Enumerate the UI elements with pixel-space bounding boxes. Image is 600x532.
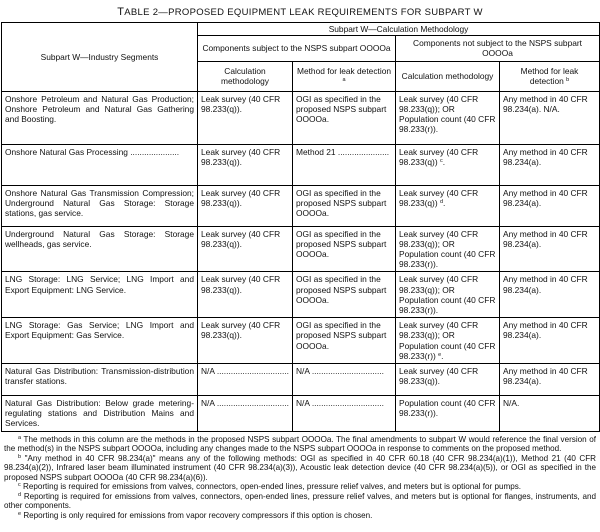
calc-not-subject-cell: Leak survey (40 CFR 98.233(q)); OR Population count (40 CFR 98.233(r)). [396,272,500,318]
footnote: $^a$ The methods in this column are the methods in the proposed NSPS subpart OOOOa. The final amendments to subpart W would reference the final version of the method(s) in the NSPS subpart OOOOa, including any changes made to the NSPS subpart OOOOa in response to comments on the proposed method. [4,434,596,454]
table-row [2,272,600,318]
method-subject-cell: OGI as specified in the proposed NSPS subpart OOOOa. [293,185,396,226]
calc-subject-cell: N/A ............................... [198,396,293,432]
header-calc-group: Subpart W—Calculation Methodology [198,23,600,36]
header-not-subject-group: Components not subject to the NSPS subpart OOOOa [396,36,600,61]
segment-cell: Onshore Natural Gas Transmission Compression; Underground Natural Gas Storage: Storage stations, gas service. [2,185,198,226]
calc-subject-cell: Leak survey (40 CFR 98.233(q)). [198,226,293,272]
calc-not-subject-cell: Leak survey (40 CFR 98.233(q)) $^c$. [396,144,500,185]
method-not-subject-cell: Any method in 40 CFR 98.234(a). [500,144,600,185]
footnote: $^d$ Reporting is required for emissions from valves, connectors, open-ended lines, pressure relief valves, and meters but is optional for flanges, instruments, and other components. [4,491,596,511]
calc-subject-cell: Leak survey (40 CFR 98.233(q)). [198,318,293,364]
calc-subject-cell: Leak survey (40 CFR 98.233(q)). [198,272,293,318]
footnote: $^e$ Reporting is only required for emissions from vapor recovery compressors if this option is chosen. [18,510,373,520]
method-not-subject-cell: Any method in 40 CFR 98.234(a). [500,226,600,272]
calc-not-subject-cell: Leak survey (40 CFR 98.233(q)); OR Population count (40 CFR 98.233(r)) $^e$. [396,318,500,364]
calc-subject-cell: Leak survey (40 CFR 98.233(q)). [198,144,293,185]
table-row [2,226,600,272]
table-row [2,185,600,226]
method-subject-cell: N/A ............................... [293,396,396,432]
method-not-subject-cell: Any method in 40 CFR 98.234(a). [500,318,600,364]
segment-cell: Onshore Natural Gas Processing ..................... [2,144,198,185]
header-calc-methodology-2: Calculation methodology [396,61,500,91]
calc-not-subject-cell: Leak survey (40 CFR 98.233(q)); OR Population count (40 CFR 98.233(r)). [396,226,500,272]
method-subject-cell: Method 21 ...................... [293,144,396,185]
table-row [2,396,600,432]
table-row [2,91,600,144]
segment-cell: Onshore Petroleum and Natural Gas Production; Onshore Petroleum and Natural Gas Gathering and Boosting. [2,91,198,144]
method-subject-cell: OGI as specified in the proposed NSPS subpart OOOOa. [293,272,396,318]
method-subject-cell: N/A ............................... [293,364,396,396]
calc-not-subject-cell: Leak survey (40 CFR 98.233(q)). [396,364,500,396]
calc-subject-cell: Leak survey (40 CFR 98.233(q)). [198,91,293,144]
calc-not-subject-cell: Leak survey (40 CFR 98.233(q)) $^d$. [396,185,500,226]
method-not-subject-cell: Any method in 40 CFR 98.234(a). [500,364,600,396]
calc-not-subject-cell: Leak survey (40 CFR 98.233(q)); OR Population count (40 CFR 98.233(r)). [396,91,500,144]
footnote: $^c$ Reporting is required for emissions from valves, connectors, open-ended lines, pressure relief valves, and meters but is optional for pumps. [18,482,522,492]
segment-cell: Natural Gas Distribution: Transmission-distribution transfer stations. [2,364,198,396]
segment-cell: LNG Storage: LNG Service; LNG Import and Export Equipment: LNG Service. [2,272,198,318]
table-row [2,364,600,396]
method-not-subject-cell: Any method in 40 CFR 98.234(a). N/A. [500,91,600,144]
calc-not-subject-cell: Population count (40 CFR 98.233(r)). [396,396,500,432]
table-title: TABLE 2—PROPOSED EQUIPMENT LEAK REQUIREMENTS FOR SUBPART W [117,6,483,18]
segment-cell: Underground Natural Gas Storage: Storage wellheads, gas service. [2,226,198,272]
header-subject-group: Components subject to the NSPS subpart OOOOa [198,36,396,61]
table-row [2,144,600,185]
method-subject-cell: OGI as specified in the proposed NSPS subpart OOOOa. [293,226,396,272]
leak-requirements-table [1,22,600,432]
segment-cell: Natural Gas Distribution: Below grade metering-regulating stations and Distribution Mains and Services. [2,396,198,432]
method-not-subject-cell: N/A. [500,396,600,432]
table-row [2,318,600,364]
calc-subject-cell: N/A ............................... [198,364,293,396]
calc-subject-cell: Leak survey (40 CFR 98.233(q)). [198,185,293,226]
header-segment: Subpart W—Industry Segments [2,23,198,92]
header-method-leak-2: Method for leak detection $^b$ [500,61,600,91]
method-subject-cell: OGI as specified in the proposed NSPS subpart OOOOa. [293,318,396,364]
method-not-subject-cell: Any method in 40 CFR 98.234(a). [500,185,600,226]
footnote: $^b$ "Any method in 40 CFR 98.234(a)" means any of the following methods: OGI as specified in 40 CFR 60.18 (40 CFR 98.234(a)(1)), Method 21 (40 CFR 98.234(a)(2)), Infrared laser beam illuminated instrument (40 CFR 98.234(a)(3)), Acoustic leak detection device (40 CFR 98.234(a)(5)), or OGI as specified in the proposed NSPS subpart OOOOa (40 CFR 98.234(a)(6)). [4,453,597,482]
table-footnotes [0,432,600,521]
method-subject-cell: OGI as specified in the proposed NSPS subpart OOOOa. [293,91,396,144]
method-not-subject-cell: Any method in 40 CFR 98.234(a). [500,272,600,318]
header-method-leak: Method for leak detection $^a$ [293,61,396,91]
header-calc-methodology: Calculation methodology [198,61,293,91]
segment-cell: LNG Storage: Gas Service; LNG Import and Export Equipment: Gas Service. [2,318,198,364]
